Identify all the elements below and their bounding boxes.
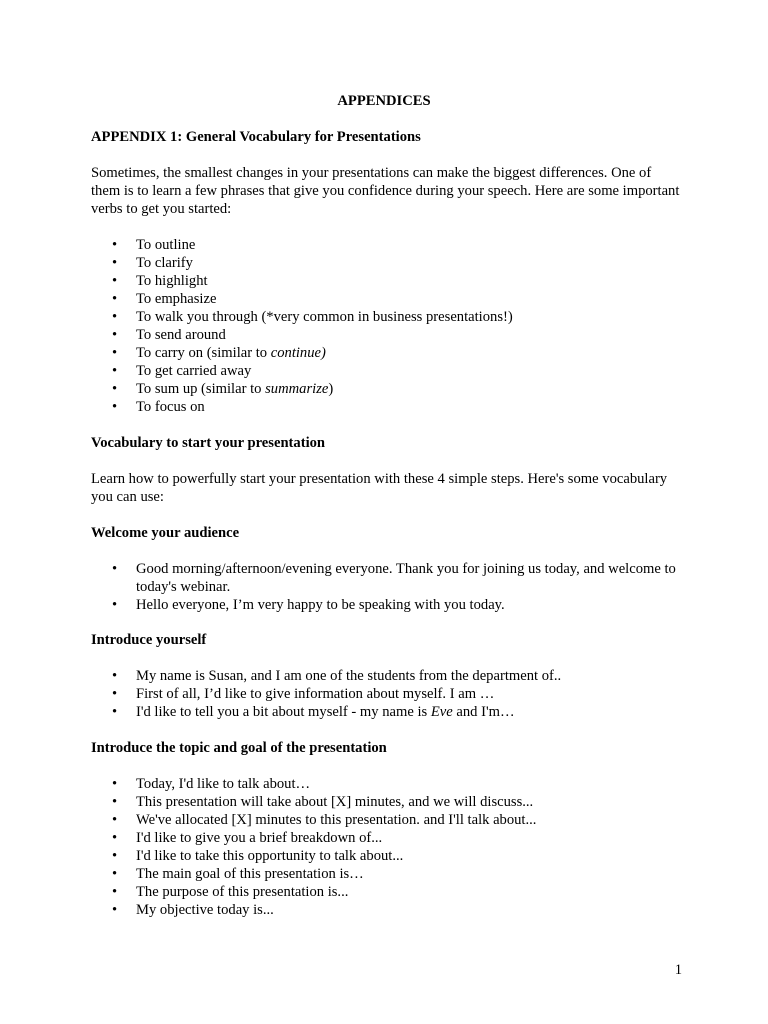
list-item: [91, 793, 681, 811]
verbs-list: [91, 236, 681, 416]
list-item-text: The purpose of this presentation is...: [136, 884, 349, 900]
appendix-heading: APPENDIX 1: General Vocabulary for Presentations: [91, 129, 421, 145]
list-item: [91, 290, 681, 308]
list-item: [91, 883, 681, 901]
list-item: [91, 380, 681, 398]
bullet-icon: •: [112, 399, 118, 415]
start-heading: Vocabulary to start your presentation: [91, 435, 326, 451]
intro-paragraph: Sometimes, the smallest changes in your presentations can make the biggest differences. One of them is to learn a few phrases that give you confidence during your speech. Here are some important verbs to get you started:: [91, 165, 680, 217]
list-item: [91, 272, 681, 290]
bullet-icon: •: [112, 866, 118, 882]
bullet-icon: •: [112, 363, 118, 379]
welcome-heading: Welcome your audience: [91, 525, 240, 541]
topic-list: [91, 775, 681, 919]
bullet-icon: •: [112, 704, 118, 720]
bullet-icon: •: [112, 345, 118, 361]
bullet-icon: •: [112, 686, 118, 702]
start-paragraph: Learn how to powerfully start your presentation with these 4 simple steps. Here's some vocabulary you can use:: [91, 471, 668, 505]
welcome-list: [91, 560, 681, 614]
list-item: [91, 667, 681, 685]
list-item: [91, 685, 681, 703]
list-item-emphasis: summarize: [265, 381, 329, 397]
bullet-icon: •: [112, 327, 118, 343]
list-item-text: To clarify: [136, 255, 193, 271]
bullet-icon: •: [112, 884, 118, 900]
list-item: [91, 703, 681, 721]
list-item: [91, 847, 681, 865]
list-item: [91, 829, 681, 847]
list-item-text: First of all, I’d like to give information about myself. I am …: [136, 686, 495, 702]
bullet-icon: •: [112, 561, 118, 577]
list-item-text: Good morning/afternoon/evening everyone. Thank you for joining us today, and welcome to today's webinar.: [136, 561, 676, 595]
list-item-text: To outline: [136, 237, 196, 253]
bullet-icon: •: [112, 291, 118, 307]
list-item-text: Hello everyone, I’m very happy to be speaking with you today.: [136, 597, 505, 613]
bullet-icon: •: [112, 794, 118, 810]
list-item: [91, 560, 681, 596]
page-title: APPENDICES: [337, 93, 431, 109]
introduce-list: [91, 667, 681, 721]
list-item-text: To get carried away: [136, 363, 252, 379]
list-item-text: My objective today is...: [136, 902, 274, 918]
list-item: [91, 775, 681, 793]
bullet-icon: •: [112, 668, 118, 684]
list-item: [91, 865, 681, 883]
list-item-text: ): [328, 381, 334, 397]
list-item: [91, 901, 681, 919]
bullet-icon: •: [112, 237, 118, 253]
bullet-icon: •: [112, 381, 118, 397]
bullet-icon: •: [112, 812, 118, 828]
list-item-text: To walk you through (*very common in business presentations!): [136, 309, 513, 325]
list-item-text: I'd like to take this opportunity to talk about...: [136, 848, 404, 864]
list-item: [91, 308, 681, 326]
list-item-text: My name is Susan, and I am one of the students from the department of..: [136, 668, 562, 684]
list-item-text: To carry on (similar to: [136, 345, 271, 361]
list-item-text: To sum up (similar to: [136, 381, 266, 397]
bullet-icon: •: [112, 830, 118, 846]
list-item-text: Today, I'd like to talk about…: [136, 776, 311, 792]
bullet-icon: •: [112, 848, 118, 864]
bullet-icon: •: [112, 255, 118, 271]
list-item-text: I'd like to give you a brief breakdown of...: [136, 830, 383, 846]
list-item-text: To emphasize: [136, 291, 217, 307]
list-item: [91, 344, 681, 362]
list-item: [91, 254, 681, 272]
list-item: [91, 811, 681, 829]
list-item-text: and I'm…: [452, 704, 515, 720]
list-item-text: To focus on: [136, 399, 205, 415]
bullet-icon: •: [112, 309, 118, 325]
list-item-text: This presentation will take about [X] minutes, and we will discuss...: [136, 794, 534, 810]
list-item: [91, 398, 681, 416]
bullet-icon: •: [112, 776, 118, 792]
page-number: 1: [674, 962, 682, 978]
list-item-emphasis: Eve: [430, 704, 453, 720]
bullet-icon: •: [112, 273, 118, 289]
list-item: [91, 596, 681, 614]
topic-heading: Introduce the topic and goal of the presentation: [91, 740, 387, 756]
list-item: [91, 362, 681, 380]
list-item: [91, 236, 681, 254]
introduce-heading: Introduce yourself: [91, 632, 207, 648]
list-item: [91, 326, 681, 344]
list-item-text: To send around: [136, 327, 226, 343]
list-item-text: I'd like to tell you a bit about myself - my name is: [136, 704, 431, 720]
list-item-emphasis: continue): [270, 345, 326, 361]
list-item-text: The main goal of this presentation is…: [136, 866, 364, 882]
list-item-text: We've allocated [X] minutes to this presentation. and I'll talk about...: [136, 812, 537, 828]
bullet-icon: •: [112, 597, 118, 613]
list-item-text: To highlight: [136, 273, 208, 289]
bullet-icon: •: [112, 902, 118, 918]
